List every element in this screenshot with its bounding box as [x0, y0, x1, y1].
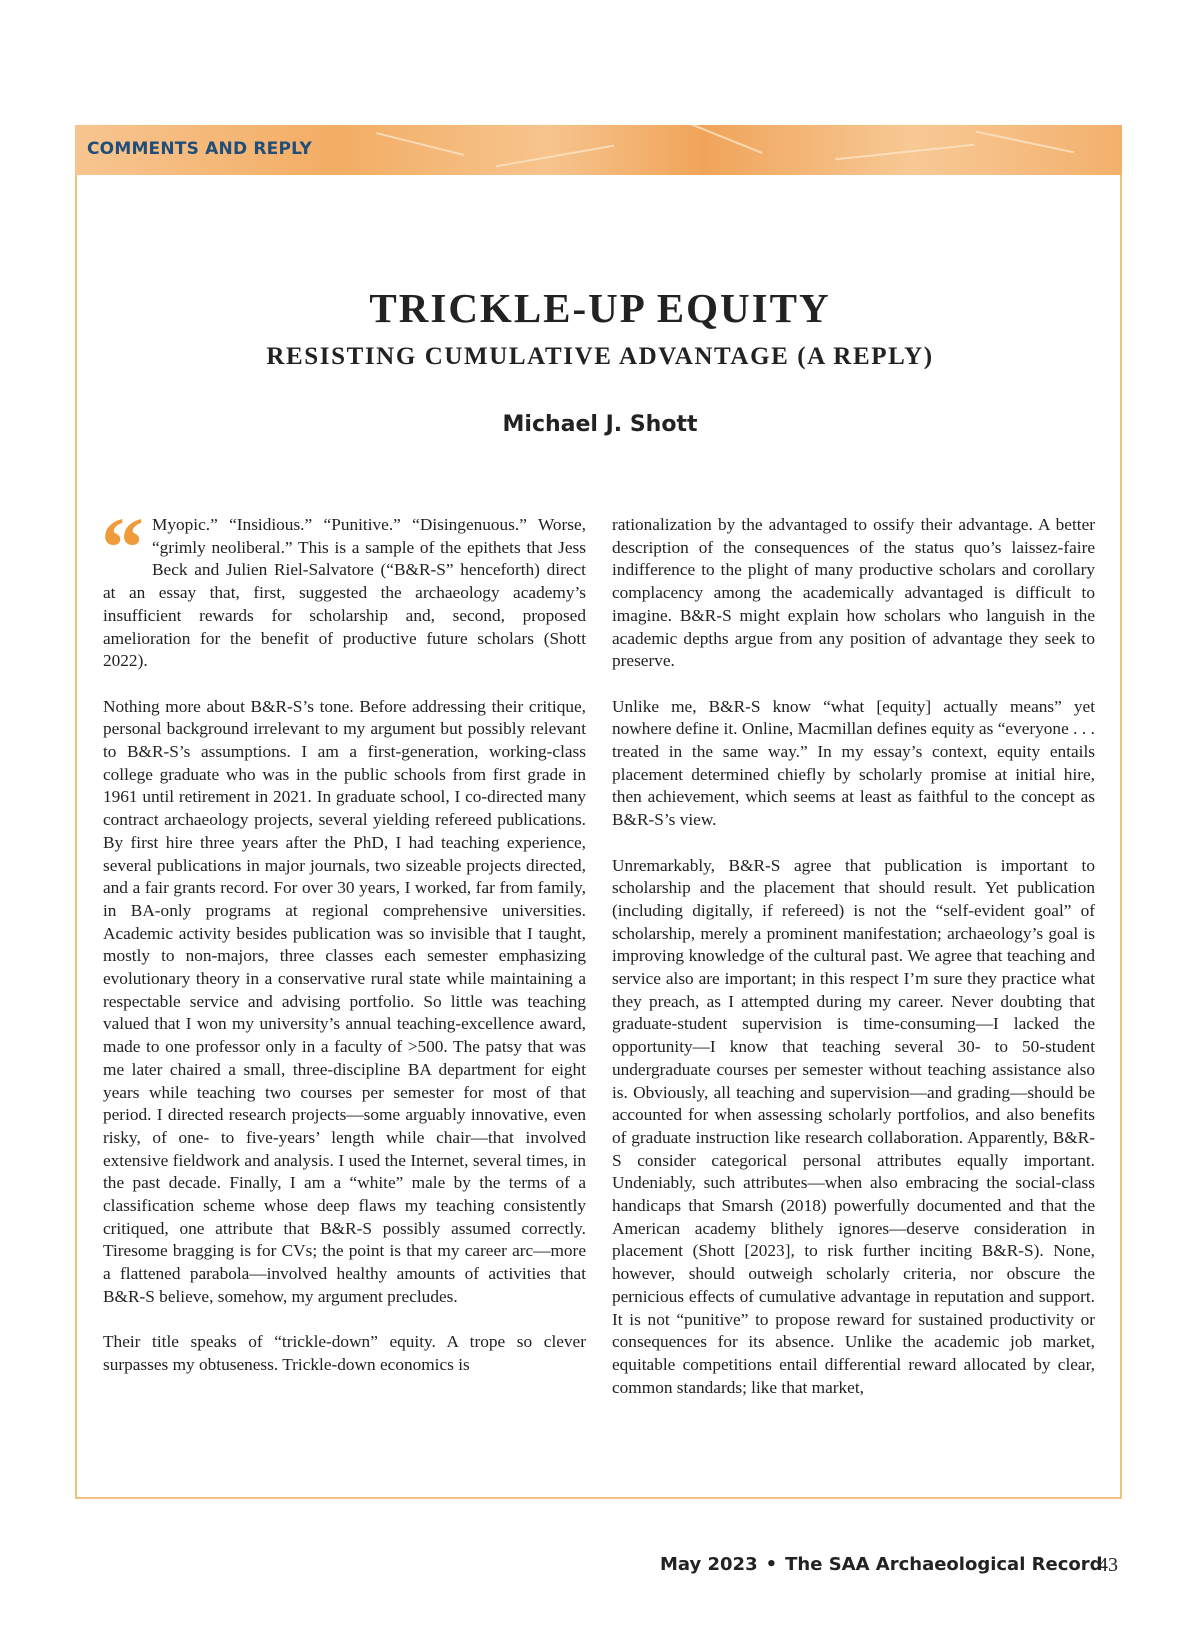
paragraph: rationalization by the advantaged to ossify their advantage. A better description of the consequences of the status quo’s laissez-faire indifference to the plight of many productive scholars and corollary complacency among the academically advantaged is difficult to imagine. B&R-S might explain how scholars who languish in the academic depths argue from any position of advantage they seek to preserve. [612, 515, 1095, 671]
page-number: 43 [1098, 1554, 1118, 1576]
article-title: TRICKLE-UP EQUITY [369, 285, 831, 331]
left-column [101, 499, 586, 1399]
issue-date: May 2023 [660, 1554, 758, 1575]
bullet-separator: • [765, 1554, 778, 1575]
paragraph: Their title speaks of “trickle-down” equity. A trope so clever surpasses my obtuseness. Trickle-down economics is [103, 1332, 586, 1374]
drop-quote-mark: “ [101, 499, 144, 595]
paragraph: Nothing more about B&R-S’s tone. Before addressing their critique, personal background irrelevant to my argument but possibly relevant to B&R-S’s assumptions. I am a first-generation, working-class college graduate who was in the public schools from first grade in 1961 until retirement in 2021. In graduate school, I co-directed many contract archaeology projects, several yielding refereed publications. By first hire three years after the PhD, I had teaching experience, several publications in major journals, two sizeable projects directed, and a fair grants record. For over 30 years, I worked, far from family, in BA-only programs at regional comprehensive universities. Academic activity besides publication was so invisible that I taught, mostly to non-majors, three classes each semester emphasizing evolutionary theory in a conservative rural state while maintaining a respectable service and advising portfolio. So little was teaching valued that I won my university’s annual teaching-excellence award, made to one professor only in a faculty of >500. The patsy that was me later chaired a small, three-discipline BA department for eight years while teaching two courses per semester for most of that period. I directed research projects—some arguably innovative, even risky, of one- to five-years’ length while chair—that involved extensive fieldwork and analysis. I used the Internet, several times, in the past decade. Finally, I am a “white” male by the terms of a classification scheme whose deep flaws my teaching consistently critiqued, one attribute that B&R-S possibly assumed correctly. Tiresome bragging is for CVs; the point is that my career arc—more a flattened parabola—involved healthy amounts of activities that B&R-S believe, somehow, my argument precludes. [103, 696, 586, 1306]
paragraph: “ Myopic.” “Insidious.” “Punitive.” “Disingenuous.” Worse, “grimly neoliberal.” This is a sample of the epithets that Jess Beck and Julien Riel-Salvatore (“B&R-S” henceforth) direct at an essay that, first, suggested the archaeology academy’s insufficient rewards for scholarship and, second, proposed amelioration for the benefit of productive future scholars (Shott 2022). [101, 499, 586, 671]
journal-name: The SAA Archaeological Record [785, 1554, 1103, 1575]
article-subtitle: RESISTING CUMULATIVE ADVANTAGE (A REPLY) [266, 343, 934, 370]
paragraph: Unremarkably, B&R-S agree that publication is important to scholarship and the placement that should result. Yet publication (including digitally, if refereed) is not the “self-evident goal” of scholarship, merely a prominent manifestation; archaeology’s goal is improving knowledge of the cultural past. We agree that teaching and service also are important; in this respect I’m sure they practice what they preach, as I attempted during my career. Never doubting that graduate-student supervision is time-consuming—I lacked the opportunity—I know that teaching several 30- to 50-student undergraduate courses per semester without teaching assistance also is. Obviously, all teaching and supervision—and grading—should be accounted for when assessing scholarly portfolios, and also benefits of graduate instruction like research collaboration. Apparently, B&R-S consider categorical personal attributes equally important. Undeniably, such attributes—when also embracing the social-class handicaps that Smarsh (2018) powerfully documented and that the American academy blithely ignores—deserve consideration in placement (Shott [2023], to risk further inciting B&R-S). None, however, should outweigh scholarly criteria, nor obscure the pernicious effects of cumulative advantage in reputation and support. It is not “punitive” to propose reward for sustained productivity or consequences for its absence. Unlike the academic job market, equitable competitions entail differential reward allocated by clear, common standards; like that market, [612, 855, 1095, 1397]
right-column [612, 514, 1095, 1422]
paragraph: Unlike me, B&R-S know “what [equity] actually means” yet nowhere define it. Online, Macmillan defines equity as “everyone . . . treated in the same way.” In my essay’s context, equity entails placement determined chiefly by scholarly promise at initial hire, then achievement, which seems at least as faithful to the concept as B&R-S’s view. [612, 696, 1095, 830]
author-name: Michael J. Shott [502, 412, 698, 437]
running-footer [660, 1554, 1103, 1575]
section-label: COMMENTS AND REPLY [87, 139, 313, 159]
section-banner [75, 125, 1122, 175]
